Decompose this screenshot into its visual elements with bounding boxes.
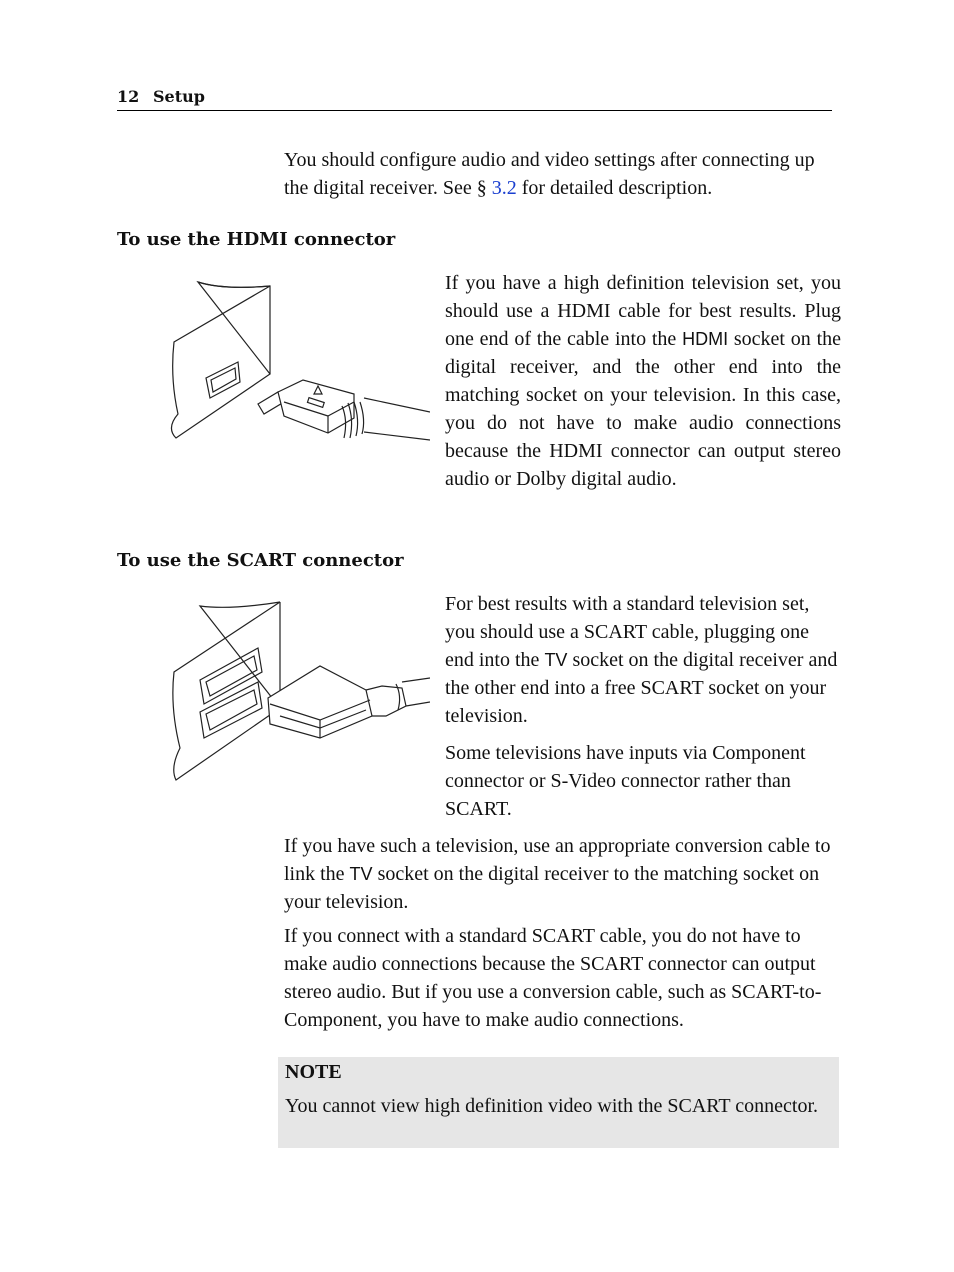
note-text: You cannot view high definition video with the SCART connector.	[285, 1095, 819, 1117]
hdmi-paragraph: If you have a high definition television set, you should use a HDMI cable for best results. Plug one end of the cable into the HDMI socket on the digital receiver, and the other end into the matching socket on your television. In this case, you do not have to make audio connections because the HDMI connector can output stereo audio or Dolby digital audio.	[445, 272, 841, 490]
scart-paragraph-4: If you connect with a standard SCART cable, you do not have to make audio connections because the SCART connector can output stereo audio. But if you use a conversion cable, such as SCART-to-Component, you have to make audio connections.	[284, 925, 822, 1031]
page-header	[117, 86, 832, 111]
section-title: Setup	[153, 87, 205, 106]
page-number: 12	[117, 87, 140, 106]
hdmi-connector-illustration	[168, 278, 430, 446]
tv-socket-label-2: TV	[349, 864, 373, 884]
section-link[interactable]: 3.2	[491, 177, 517, 199]
note-title: NOTE	[285, 1061, 342, 1083]
scart-paragraph-1: For best results with a standard television set, you should use a SCART cable, plugging one end into the TV socket on the digital receiver and the other end into a free SCART socket on your television.	[445, 593, 838, 727]
tv-socket-label: TV	[544, 650, 568, 670]
scart-plug	[268, 666, 430, 738]
hdmi-socket-label: HDMI	[682, 329, 729, 349]
scart-connector-illustration	[170, 598, 430, 784]
note-box	[278, 1057, 839, 1148]
hdmi-heading: To use the HDMI connector	[117, 229, 396, 250]
hdmi-plug	[258, 380, 430, 440]
intro-paragraph: You should configure audio and video settings after connecting up the digital receiver. See § 3.2 for detailed description.	[284, 149, 815, 199]
scart-heading: To use the SCART connector	[117, 550, 404, 571]
receiver-panel	[171, 282, 270, 438]
scart-paragraph-2: Some televisions have inputs via Component connector or S-Video connector rather than SCART.	[445, 742, 806, 820]
scart-paragraph-3: If you have such a television, use an appropriate conversion cable to link the TV socket on the digital receiver to the matching socket on your television.	[284, 835, 831, 913]
